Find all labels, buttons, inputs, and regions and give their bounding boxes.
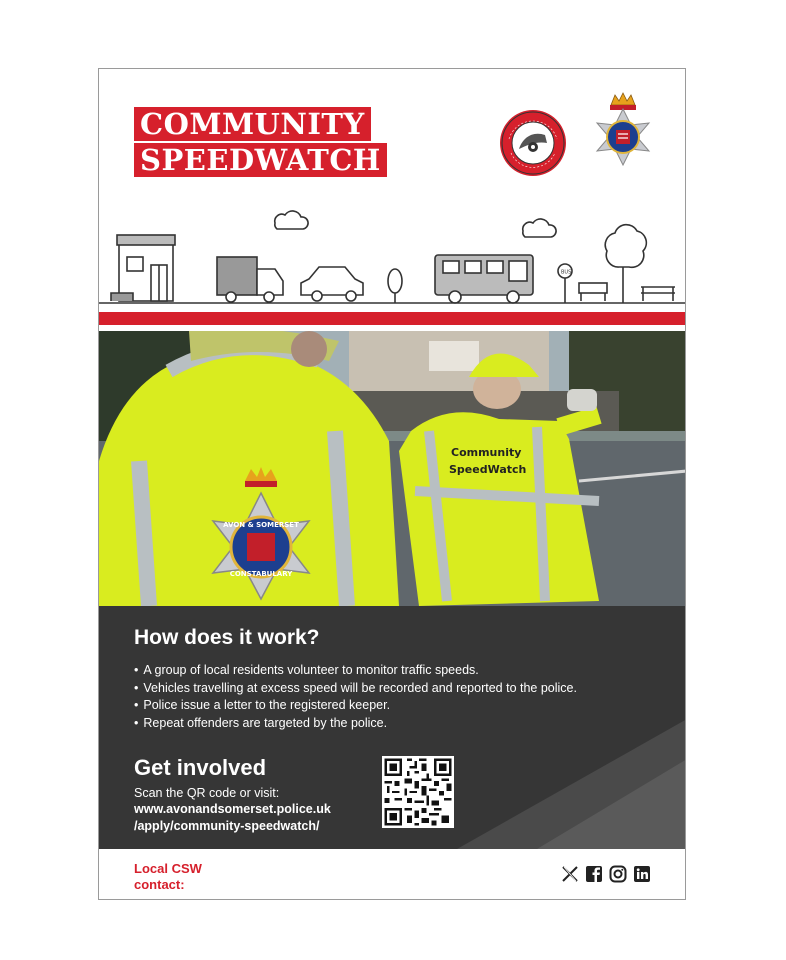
list-item: • Repeat offenders are targeted by the police. xyxy=(134,715,577,733)
scan-instruction: Scan the QR code or visit: xyxy=(134,786,280,800)
community-speedwatch-logo xyxy=(499,109,567,177)
x-icon[interactable] xyxy=(561,865,579,883)
vest-text-line2: SpeedWatch xyxy=(449,463,527,476)
instagram-icon[interactable] xyxy=(609,865,627,883)
title-line-1: COMMUNITY xyxy=(134,107,371,141)
street-illustration xyxy=(99,199,686,305)
footer xyxy=(99,849,686,900)
linkedin-icon[interactable] xyxy=(633,865,651,883)
volunteers-photo xyxy=(99,331,686,606)
list-item: • A group of local residents volunteer to monitor traffic speeds. xyxy=(134,662,577,680)
patch-bottom-text: CONSTABULARY xyxy=(229,570,293,578)
signup-url-line1[interactable]: www.avonandsomerset.police.uk xyxy=(134,802,331,816)
title-line-2: SPEEDWATCH xyxy=(134,143,387,177)
local-contact xyxy=(134,861,202,893)
how-it-works-title: How does it work? xyxy=(134,626,320,649)
patch-top-text: AVON & SOMERSET xyxy=(223,521,299,529)
bus-stop-sign-text: BUS xyxy=(561,269,572,276)
facebook-icon[interactable] xyxy=(585,865,603,883)
info-panel xyxy=(99,606,686,849)
title-block xyxy=(134,107,424,179)
list-item: • Police issue a letter to the registered keeper. xyxy=(134,697,577,715)
red-divider-band xyxy=(99,312,686,325)
list-item: • Vehicles travelling at excess speed will be recorded and reported to the police. xyxy=(134,680,577,698)
avon-somerset-constabulary-logo xyxy=(587,89,659,177)
how-it-works-list xyxy=(134,662,577,732)
vest-text-line1: Community xyxy=(451,446,522,459)
get-involved-title: Get involved xyxy=(134,755,267,780)
signup-url-line2[interactable]: /apply/community-speedwatch/ xyxy=(134,819,320,833)
social-links xyxy=(561,865,651,883)
qr-code[interactable] xyxy=(382,756,454,828)
contact-line1: Local CSW xyxy=(134,861,202,876)
poster xyxy=(98,68,686,900)
contact-line2: contact: xyxy=(134,877,185,892)
